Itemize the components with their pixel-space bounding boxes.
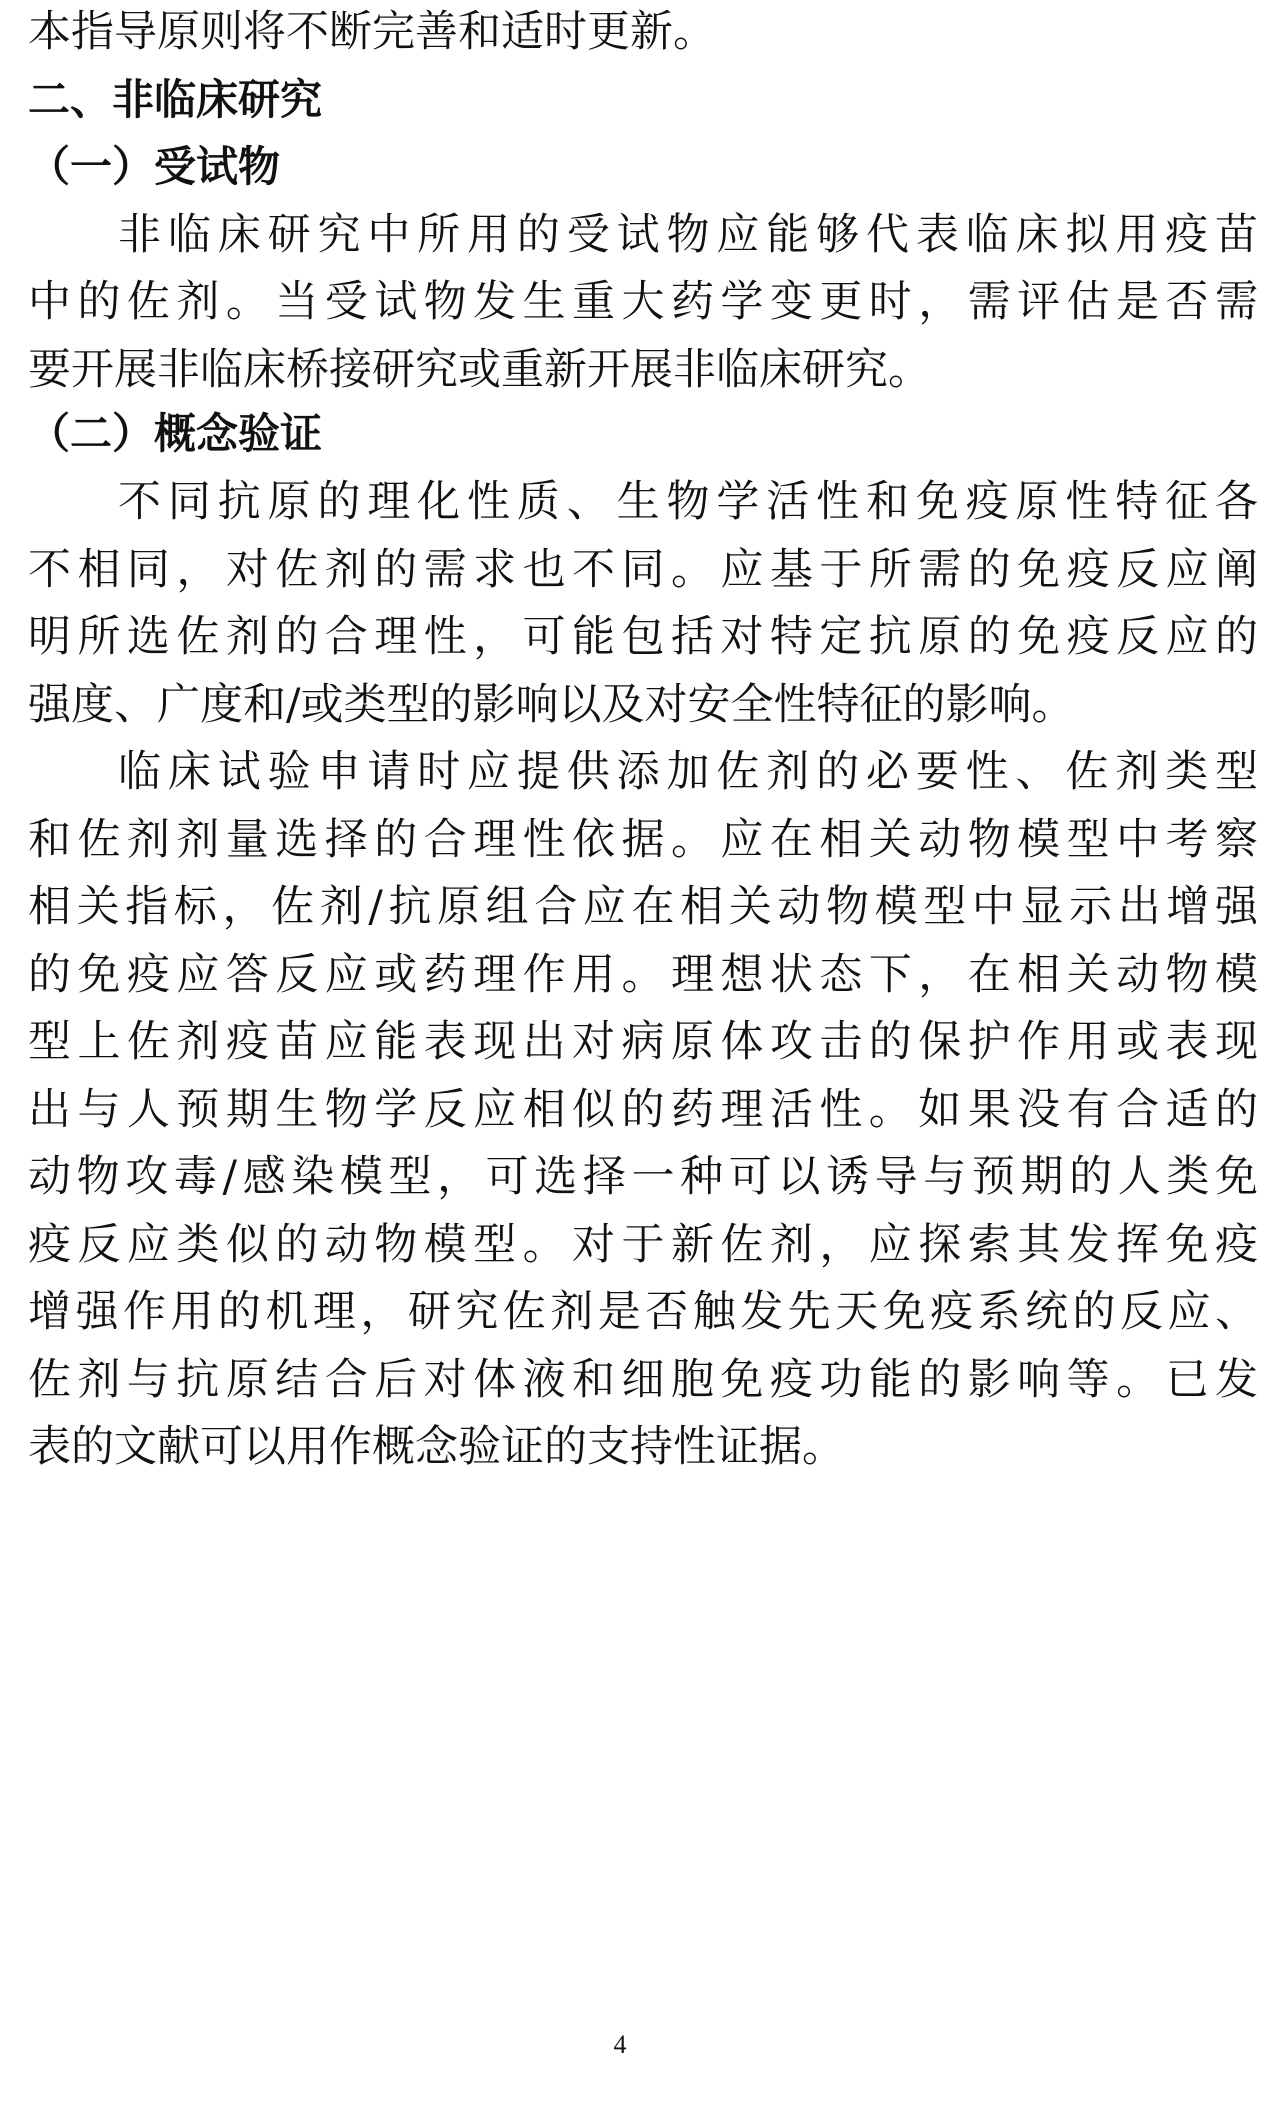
paragraph-line: 相关指标，佐剂/抗原组合应在相关动物模型中显示出增强: [28, 882, 1258, 932]
paragraph-line: 疫反应类似的动物模型。对于新佐剂，应探索其发挥免疫: [28, 1220, 1258, 1270]
paragraph-line: 的免疫应答反应或药理作用。理想状态下，在相关动物模: [28, 950, 1258, 1000]
section-heading: 二、非临床研究: [28, 75, 323, 124]
paragraph-line: 增强作用的机理，研究佐剂是否触发先天免疫系统的反应、: [28, 1287, 1258, 1337]
paragraph-line: 不同抗原的理化性质、生物学活性和免疫原性特征各: [118, 477, 1258, 527]
paragraph-line: 佐剂与抗原结合后对体液和细胞免疫功能的影响等。已发: [28, 1355, 1258, 1405]
paragraph-line: 本指导原则将不断完善和适时更新。: [28, 7, 716, 57]
paragraph-line: 中的佐剂。当受试物发生重大药学变更时，需评估是否需: [28, 277, 1258, 327]
paragraph-line: 明所选佐剂的合理性，可能包括对特定抗原的免疫反应的: [28, 612, 1258, 662]
paragraph-line: 和佐剂剂量选择的合理性依据。应在相关动物模型中考察: [28, 815, 1258, 865]
paragraph-line: 非临床研究中所用的受试物应能够代表临床拟用疫苗: [118, 210, 1258, 260]
subsection-heading-test-article: （一）受试物: [28, 142, 281, 191]
paragraph-line: 表的文献可以用作概念验证的支持性证据。: [28, 1422, 845, 1472]
paragraph-line: 型上佐剂疫苗应能表现出对病原体攻击的保护作用或表现: [28, 1017, 1258, 1067]
paragraph-line: 动物攻毒/感染模型，可选择一种可以诱导与预期的人类免: [28, 1152, 1258, 1202]
paragraph-line: 强度、广度和/或类型的影响以及对安全性特征的影响。: [28, 680, 1075, 730]
subsection-heading-proof-of-concept: （二）概念验证: [28, 409, 323, 458]
paragraph-line: 不相同，对佐剂的需求也不同。应基于所需的免疫反应阐: [28, 545, 1258, 595]
paragraph-line: 出与人预期生物学反应相似的药理活性。如果没有合适的: [28, 1085, 1258, 1135]
paragraph-line: 要开展非临床桥接研究或重新开展非临床研究。: [28, 345, 931, 395]
paragraph-line: 临床试验申请时应提供添加佐剂的必要性、佐剂类型: [118, 747, 1258, 797]
page-number: 4: [613, 2030, 627, 2059]
